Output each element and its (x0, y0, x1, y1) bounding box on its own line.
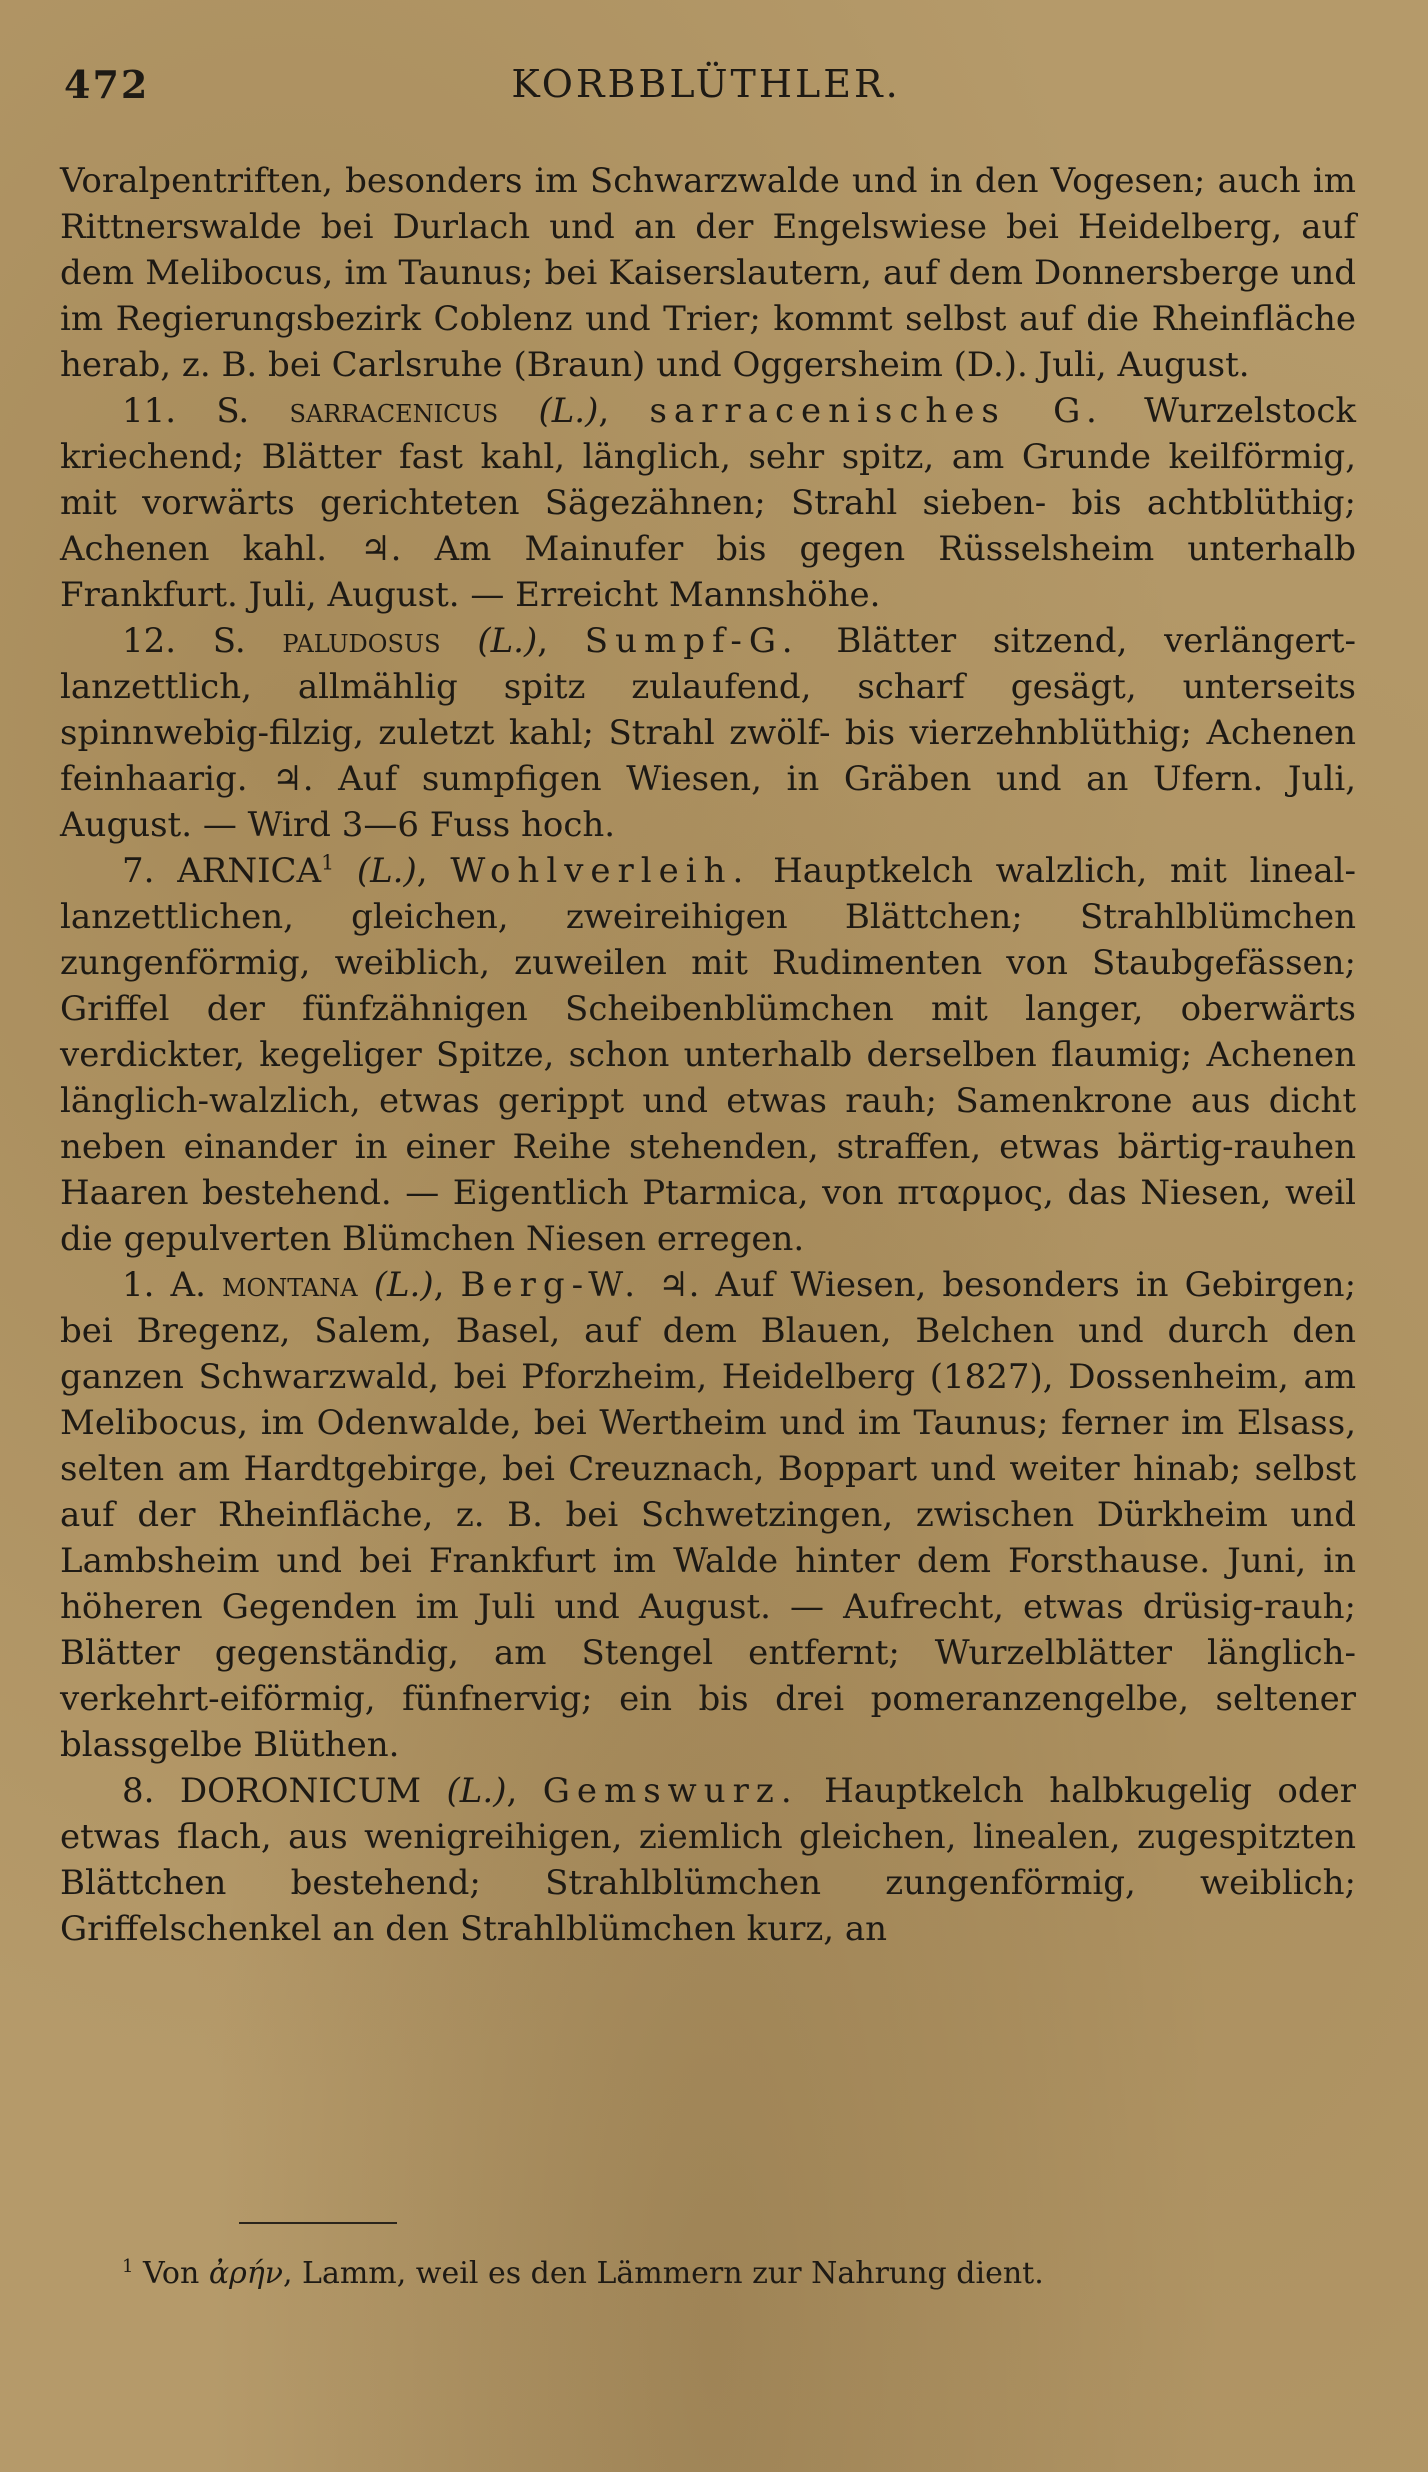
running-header (62, 62, 1350, 122)
greek-word: ἀρήν (208, 2256, 283, 2291)
author-citation: (L.) (538, 391, 599, 431)
entry-number: 12. S. (122, 621, 283, 661)
page-title: KORBBLÜTHLER. (511, 62, 901, 106)
paragraph-continuation: Voralpentriften, besonders im Schwarzwalde und in den Vogesen; auch im Rittnerswalde bei Durlach und an der Engelswiese bei Heidelberg, auf dem Melibocus, im Taunus; bei Kaiserslautern, auf dem Donnersberge und im Regierungsbezirk Coblenz und Trier; kommt selbst auf die Rheinfläche herab, z. B. bei Carlsruhe (Braun) und Oggersheim (D.). Juli, August. (60, 161, 1356, 385)
genus-entry-doronicum: 8. DORONICUM (L.), Gemswurz. Hauptkelch halbkugelig oder etwas flach, aus wenigreihigen, ziemlich gleichen, linealen, zugespitzten Blättchen bestehend; Strahlblümchen zungenförmig, weiblich; Griffelschenkel an den Strahlblümchen kurz, an (60, 1771, 1356, 1949)
common-name: Wohlverleih. (450, 851, 751, 891)
taxon-name: sarracenicus (289, 391, 499, 431)
entry-description: ♃. Auf Wiesen, besonders in Gebirgen; bei Bregenz, Salem, Basel, auf dem Blauen, Belchen und durch den ganzen Schwarzwald, bei Pforzheim, Heidelberg (1827), Dossenheim, am Melibocus, im Odenwalde, bei Wertheim und im Taunus; ferner im Elsass, selten am Hardtgebirge, bei Creuznach, Boppart und weiter hinab; selbst auf der Rheinfläche, z. B. bei Schwetzingen, zwischen Dürkheim und Lambsheim und bei Frankfurt im Walde hinter dem Forsthause. Juni, in höheren Gegenden im Juli und August. — Aufrecht, etwas drüsig-rauh; Blätter gegenständig, am Stengel entfernt; Wurzelblätter länglich-verkehrt-eiförmig, fünfnervig; ein bis drei pomeranzengelbe, seltener blassgelbe Blüthen. (60, 1265, 1357, 1765)
genus-name: 7. ARNICA (122, 851, 322, 891)
entry-description: Wurzelstock kriechend; Blätter fast kahl, länglich, sehr spitz, am Grunde keilförmig, mit vorwärts gerichteten Sägezähnen; Strahl sieben- bis achtblüthig; Achenen kahl. ♃. Am Mainufer bis gegen Rüsselsheim unterhalb Frankfurt. Juli, August. — Erreicht Mannshöhe. (60, 391, 1357, 615)
author-citation: (L.) (373, 1265, 434, 1305)
footnote-divider (239, 2222, 397, 2224)
common-name: sarracenisches G. (649, 391, 1104, 431)
footnote: $^1$ Von ἀρήν, Lamm, weil es den Lämmern zur Nahrung dient. (122, 2256, 1044, 2291)
taxon-name: montana (221, 1265, 358, 1305)
footnote-ref: 1 (321, 850, 335, 875)
author-citation: (L.) (356, 851, 417, 891)
genus-description: Hauptkelch walzlich, mit lineal-lanzettlichen, gleichen, zweireihigen Blättchen; Strahlblümchen zungenförmig, weiblich, zuweilen mit Rudimenten von Staubgefässen; Griffel der fünfzähnigen Scheibenblümchen mit langer, oberwärts verdickter, kegeliger Spitze, schon unterhalb derselben flaumig; Achenen länglich-walzlich, etwas gerippt und etwas rauh; Samenkrone aus dicht neben einander in einer Reihe stehenden, straffen, etwas bärtig-rauhen Haaren bestehend. — Eigentlich Ptarmica, von πταρμος, das Niesen, weil die gepulverten Blümchen Niesen erregen. (60, 851, 1356, 1259)
author-citation: (L.) (446, 1771, 507, 1811)
species-entry-sarracenicus: 11. S. sarracenicus (L.), sarracenisches G. Wurzelstock kriechend; Blätter fast kahl, länglich, sehr spitz, am Grunde keilförmig, mit vorwärts gerichteten Sägezähnen; Strahl sieben- bis achtblüthig; Achenen kahl. ♃. Am Mainufer bis gegen Rüsselsheim unterhalb Frankfurt. Juli, August. — Erreicht Mannshöhe. (60, 391, 1357, 615)
entry-number: 11. S. (122, 391, 290, 431)
species-entry-paludosus: 12. S. paludosus (L.), Sumpf-G. Blätter sitzend, verlängert-lanzettlich, allmählig spitz zulaufend, scharf gesägt, unterseits spinnwebig-filzig, zuletzt kahl; Strahl zwölf- bis vierzehnblüthig; Achenen feinhaarig. ♃. Auf sumpfigen Wiesen, in Gräben und an Ufern. Juli, August. — Wird 3—6 Fuss hoch. (60, 621, 1357, 845)
genus-name: 8. DORONICUM (122, 1771, 422, 1811)
species-entry-montana: 1. A. montana (L.), Berg-W. ♃. Auf Wiesen, besonders in Gebirgen; bei Bregenz, Salem, Basel, auf dem Blauen, Belchen und durch den ganzen Schwarzwald, bei Pforzheim, Heidelberg (1827), Dossenheim, am Melibocus, im Odenwalde, bei Wertheim und im Taunus; ferner im Elsass, selten am Hardtgebirge, bei Creuznach, Boppart und weiter hinab; selbst auf der Rheinfläche, z. B. bei Schwetzingen, zwischen Dürkheim und Lambsheim und bei Frankfurt im Walde hinter dem Forsthause. Juni, in höheren Gegenden im Juli und August. — Aufrecht, etwas drüsig-rauh; Blätter gegenständig, am Stengel entfernt; Wurzelblätter länglich-verkehrt-eiförmig, fünfnervig; ein bis drei pomeranzengelbe, seltener blassgelbe Blüthen. (60, 1265, 1357, 1765)
page-number: 472 (64, 62, 150, 107)
entry-number: 1. A. (122, 1265, 222, 1305)
genus-entry-arnica: 7. ARNICA$^1$ (L.), Wohlverleih. Hauptkelch walzlich, mit lineal-lanzettlichen, gleichen, zweireihigen Blättchen; Strahlblümchen zungenförmig, weiblich, zuweilen mit Rudimenten von Staubgefässen; Griffel der fünfzähnigen Scheibenblümchen mit langer, oberwärts verdickter, kegeliger Spitze, schon unterhalb derselben flaumig; Achenen länglich-walzlich, etwas gerippt und etwas rauh; Samenkrone aus dicht neben einander in einer Reihe stehenden, straffen, etwas bärtig-rauhen Haaren bestehend. — Eigentlich Ptarmica, von πταρμος, das Niesen, weil die gepulverten Blümchen Niesen erregen. (60, 850, 1356, 1259)
common-name: Berg-W. (460, 1265, 643, 1305)
footnote-marker: 1 (122, 2256, 134, 2277)
genus-description: Hauptkelch halbkugelig oder etwas flach, aus wenigreihigen, ziemlich gleichen, linealen, zugespitzten Blättchen bestehend; Strahlblümchen zungenförmig, weiblich; Griffelschenkel an den Strahlblümchen kurz, an (60, 1771, 1356, 1949)
common-name: Gemswurz. (542, 1771, 799, 1811)
taxon-name: paludosus (282, 621, 441, 661)
author-citation: (L.) (477, 621, 538, 661)
body-text (60, 158, 1356, 1952)
entry-description: Blätter sitzend, verlängert-lanzettlich, allmählig spitz zulaufend, scharf gesägt, unterseits spinnwebig-filzig, zuletzt kahl; Strahl zwölf- bis vierzehnblüthig; Achenen feinhaarig. ♃. Auf sumpfigen Wiesen, in Gräben und an Ufern. Juli, August. — Wird 3—6 Fuss hoch. (60, 621, 1357, 845)
common-name: Sumpf-G. (584, 621, 800, 661)
